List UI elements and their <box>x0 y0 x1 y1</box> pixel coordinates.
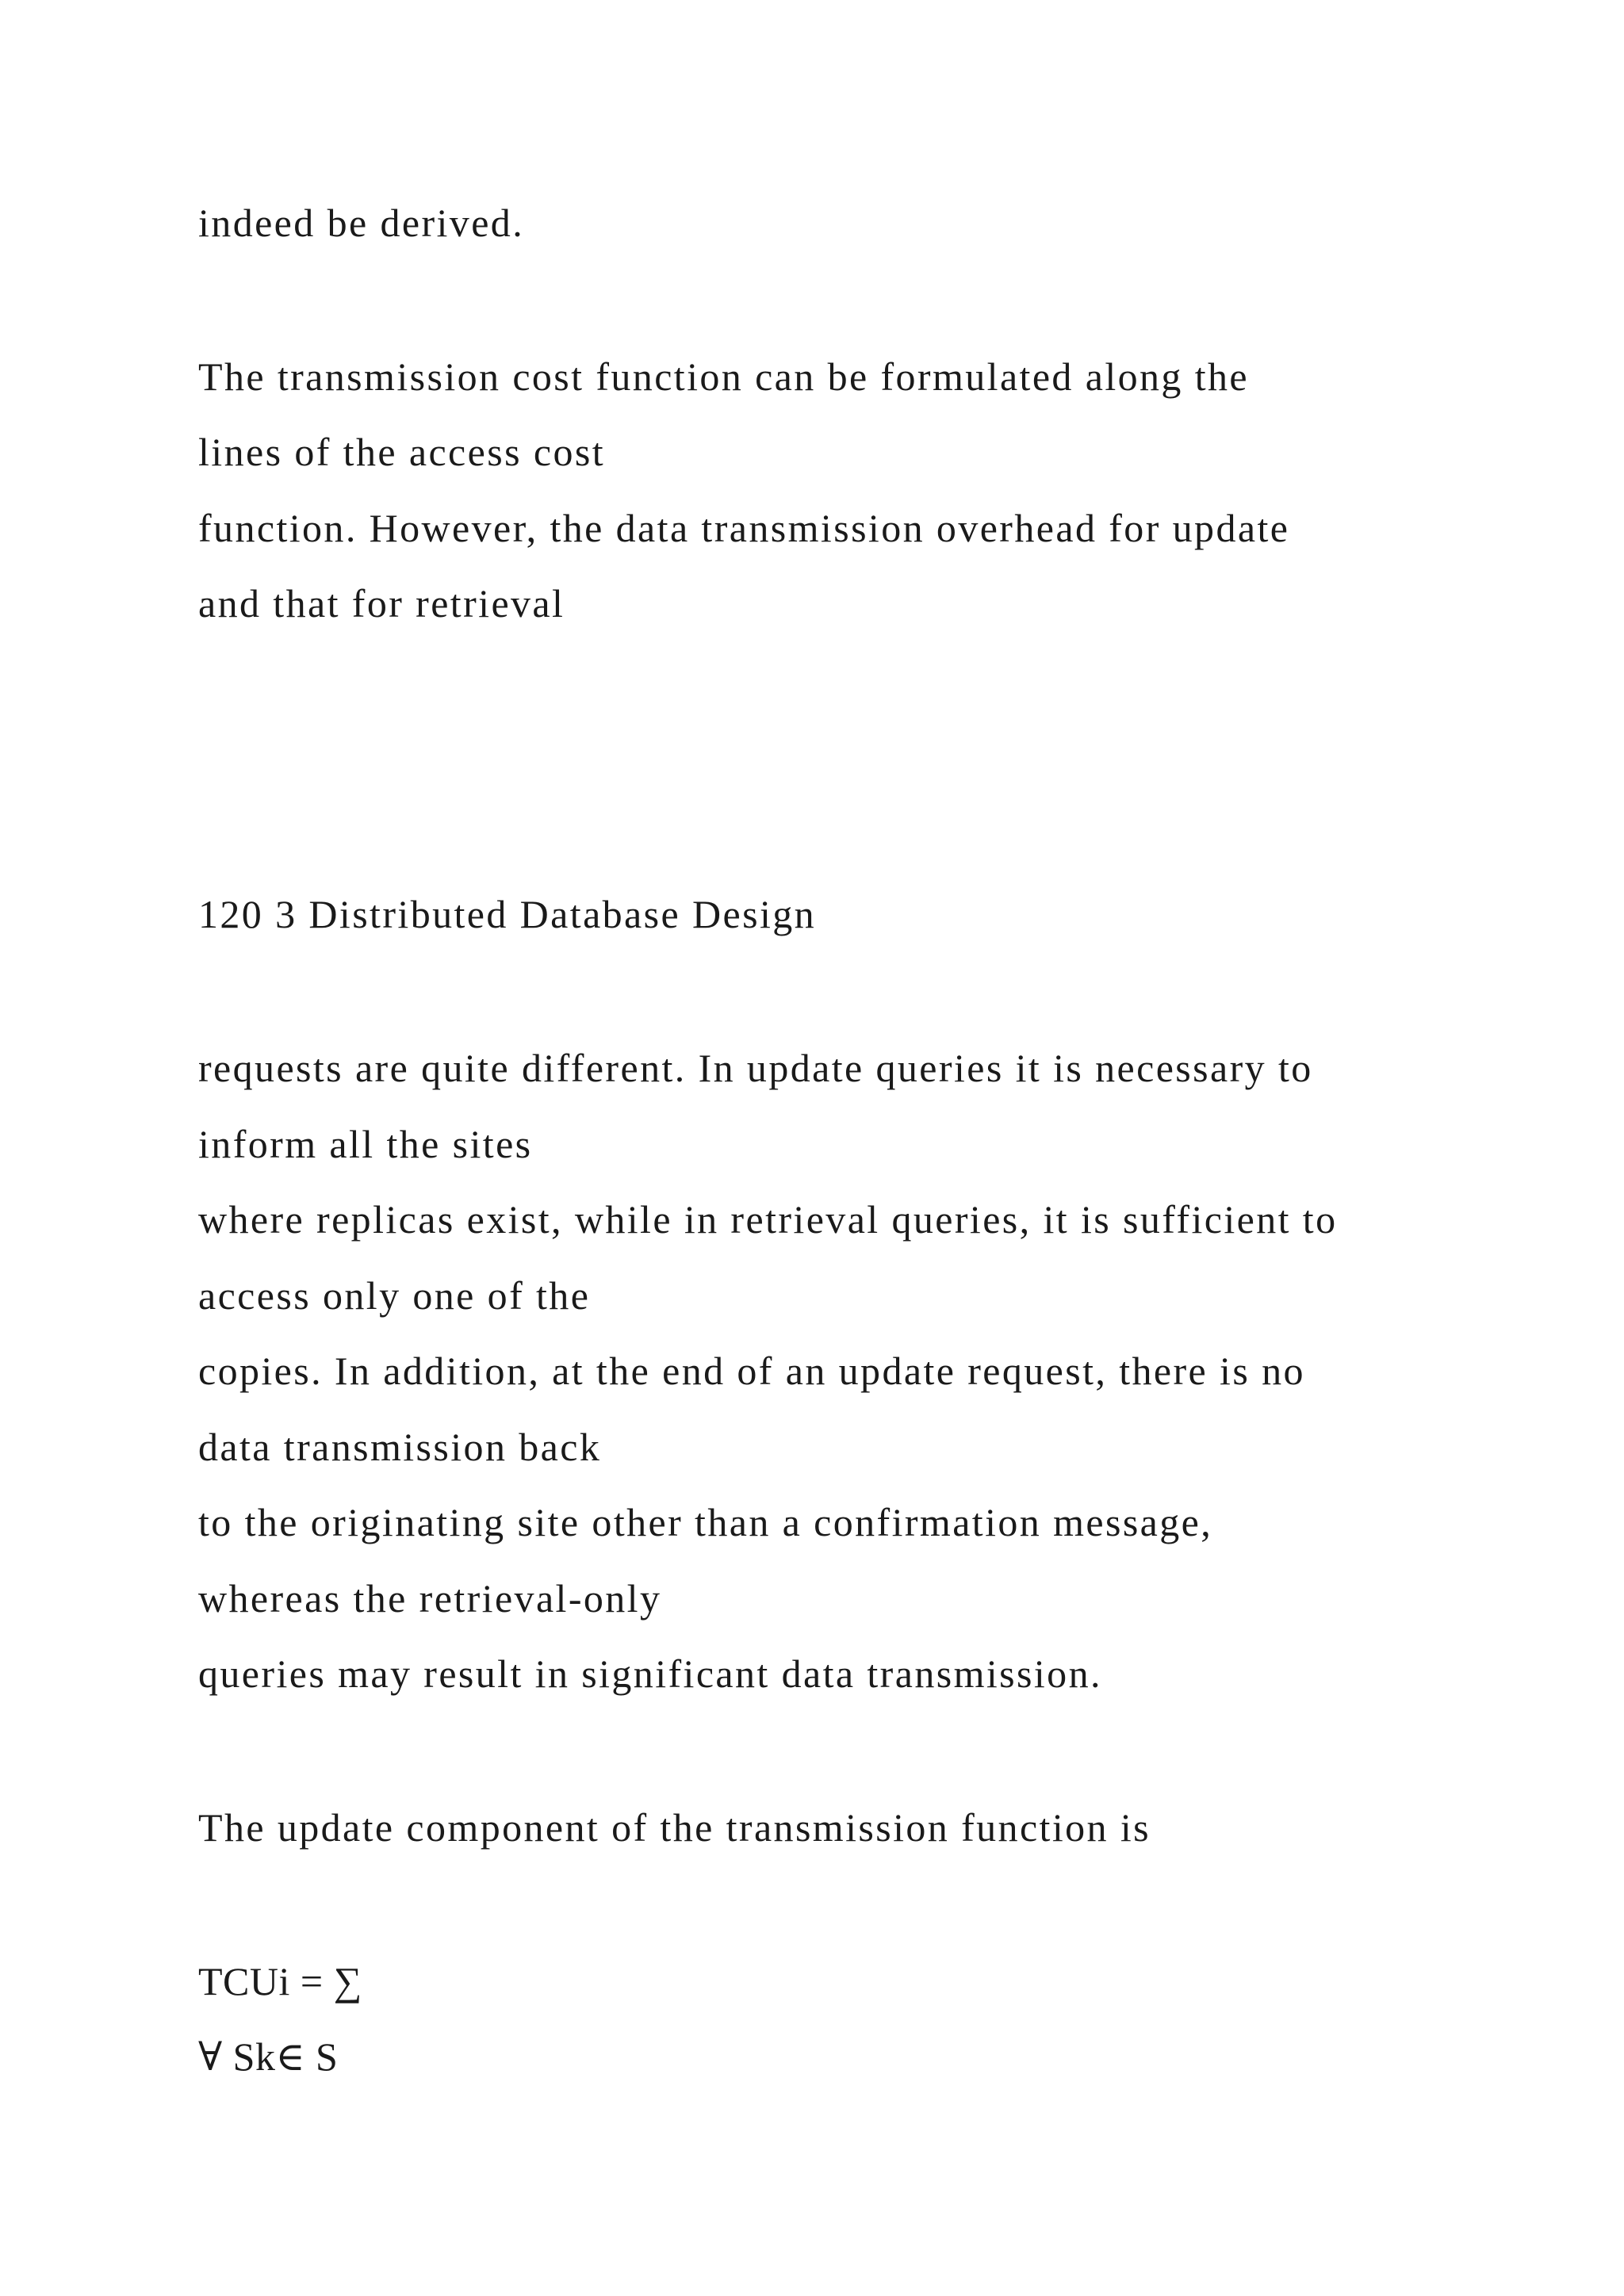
paragraph-line: requests are quite different. In update queries it is necessary to <box>198 1046 1313 1090</box>
paragraph-line: where replicas exist, while in retrieval queries, it is sufficient to <box>198 1197 1338 1242</box>
paragraph-line: and that for retrieval <box>198 581 565 626</box>
running-header: 120 3 Distributed Database Design <box>198 892 817 936</box>
paragraph-line: indeed be derived. <box>198 201 525 245</box>
paragraph-line: data transmission back <box>198 1425 602 1469</box>
paragraph-line: access only one of the <box>198 1273 591 1318</box>
paragraph-line: inform all the sites <box>198 1122 533 1166</box>
paragraph-line: copies. In addition, at the end of an update request, there is no <box>198 1349 1305 1393</box>
paragraph-line: queries may result in significant data transmission. <box>198 1651 1102 1696</box>
paragraph-line: to the originating site other than a confirmation message, <box>198 1500 1213 1544</box>
paragraph-line: The transmission cost function can be formulated along the <box>198 354 1249 399</box>
paragraph-line: whereas the retrieval-only <box>198 1576 662 1621</box>
formula-line: TCUi = ∑ <box>198 1959 362 2003</box>
paragraph-line: lines of the access cost <box>198 430 605 474</box>
paragraph-line: function. However, the data transmission overhead for update <box>198 506 1290 550</box>
paragraph-line: The update component of the transmission function is <box>198 1805 1151 1850</box>
formula-line: ∀ Sk∈ S <box>198 2034 339 2079</box>
